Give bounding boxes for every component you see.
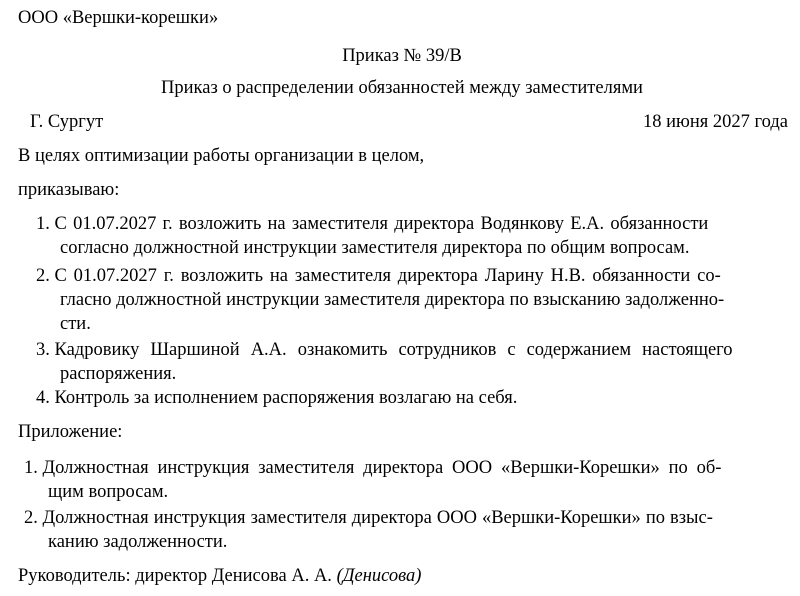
item-text: Кадровику Шаршиной А.А. ознакомить сотрудников с содержанием настоящего [54, 340, 733, 360]
item-text-continued: гласно должностной инструкции заместителя директора по взысканию задолженно- [60, 290, 725, 310]
signature-text: Руководитель: директор Денисова А. А. [18, 566, 332, 586]
item-text: Должностная инструкция заместителя директора ООО «Вершки-Корешки» по об- [42, 458, 722, 478]
list-item [24, 456, 786, 480]
org-name: ООО «Вершки-корешки» [18, 8, 219, 28]
order-number: Приказ № 39/В [342, 46, 462, 66]
item-text: Контроль за исполнением распоряжения возлагаю на себя. [54, 388, 518, 408]
item-text-continued: щим вопросам. [48, 482, 169, 502]
list-item [36, 212, 786, 236]
order-date: 18 июня 2027 года [643, 112, 788, 132]
signature-italic: (Денисова) [336, 566, 422, 586]
list-item [36, 264, 786, 288]
item-text-continued: канию задолженности. [48, 532, 228, 552]
item-number: 4. [36, 388, 50, 408]
item-text-continued: согласно должностной инструкции заместителя директора по общим вопросам. [60, 238, 690, 258]
item-text: С 01.07.2027 г. возложить на заместителя директора Ларину Н.В. обязанности со- [54, 266, 721, 286]
city: Г. Сургут [30, 112, 104, 132]
preamble: В целях оптимизации работы организации в целом, [18, 146, 425, 166]
item-text-continued: сти. [60, 314, 91, 334]
item-number: 2. [36, 266, 50, 286]
order-title: Приказ о распределении обязанностей между заместителями [161, 78, 643, 98]
item-number: 1. [36, 214, 50, 234]
list-item [36, 386, 786, 410]
order-document [18, 0, 786, 596]
item-number: 1. [24, 458, 38, 478]
place-date-row [30, 110, 788, 134]
item-text: С 01.07.2027 г. возложить на заместителя директора Водянкову Е.А. обязанности [54, 214, 709, 234]
item-number: 2. [24, 508, 38, 528]
item-text: Должностная инструкция заместителя директора ООО «Вершки-Корешки» по взыс- [42, 508, 713, 528]
appendix-label: Приложение: [18, 422, 123, 442]
item-text-continued: распоряжения. [60, 364, 177, 384]
signature-line [18, 564, 786, 588]
order-word: приказываю: [18, 180, 120, 200]
list-item [36, 338, 786, 362]
item-number: 3. [36, 340, 50, 360]
list-item [24, 506, 786, 530]
